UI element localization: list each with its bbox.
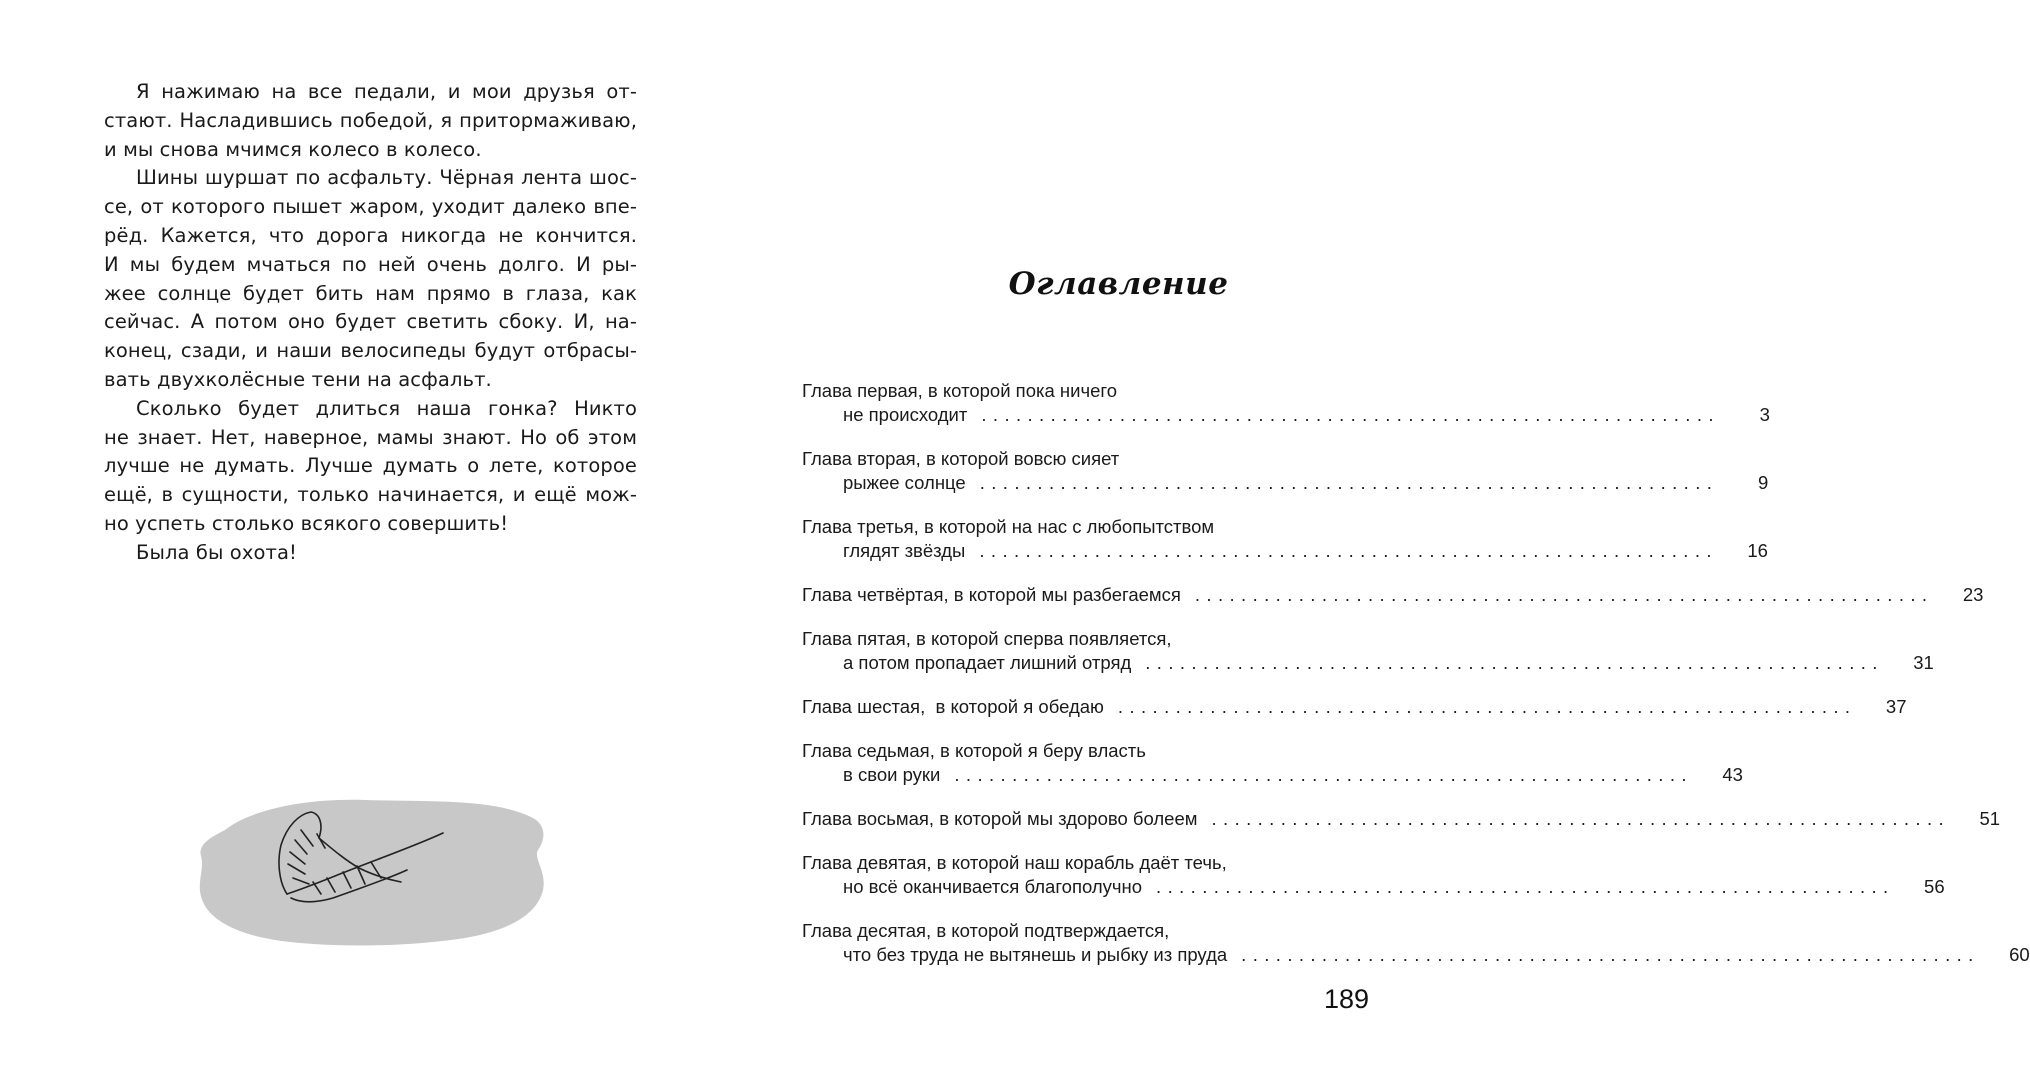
toc-entry-title: Глава пятая, в которой сперва появляется, <box>802 628 1172 649</box>
dot-leader: ................................................................ <box>981 404 1720 425</box>
toc-entry-title: Глава шестая, в которой я обедаю <box>802 696 1104 717</box>
toc-entry-title: Глава седьмая, в которой я беру власть <box>802 740 1146 761</box>
toc-entry-title-cont: что без труда не вытянешь и рыбку из пруда <box>843 944 1228 965</box>
toc-entry[interactable] <box>802 851 1945 899</box>
feather-illustration <box>195 790 555 950</box>
prose-line: но успеть столько всякого совершить! <box>104 511 509 535</box>
prose-line: вать двухколёсные тени на асфальт. <box>104 367 492 391</box>
page-number: 189 <box>1323 984 1369 1014</box>
dot-leader: ................................................................ <box>1156 876 1895 897</box>
toc-page-number: 31 <box>1913 652 1934 673</box>
toc-page-number: 23 <box>1962 584 1984 605</box>
dot-leader: ................................................................ <box>1117 696 1857 717</box>
toc-entry-title: Глава первая, в которой пока ничего <box>802 380 1118 401</box>
toc-entry[interactable] <box>802 627 1934 675</box>
toc-page-number: 43 <box>1722 764 1743 785</box>
toc-entry[interactable] <box>802 447 1769 495</box>
toc-page-number: 56 <box>1924 876 1945 897</box>
toc-entry[interactable] <box>802 379 1770 427</box>
toc-entry-title-cont: а потом пропадает лишний отряд <box>843 652 1132 673</box>
toc-page-number: 37 <box>1885 696 1907 717</box>
prose-line: лучше не думать. Лучше думать о лете, которое <box>104 454 637 478</box>
feather-on-grey-blot-icon <box>195 790 555 950</box>
toc-entry[interactable] <box>802 695 1907 719</box>
dot-leader: ................................................................ <box>954 764 1693 785</box>
toc-entry[interactable] <box>802 583 1984 607</box>
dot-leader: ................................................................ <box>979 472 1719 493</box>
prose-line: конец, сзади, и наши велосипеды будут отбрасы- <box>104 339 637 363</box>
prose-line: И мы будем мчаться по ней очень долго. И ры- <box>104 252 637 276</box>
toc-entry-title: Глава десятая, в которой подтверждается, <box>802 920 1170 941</box>
prose-line: Сколько будет длиться наша гонка? Никто <box>136 396 637 420</box>
prose-line: не знает. Нет, наверное, мамы знают. Но об этом <box>104 425 637 449</box>
prose-line: се, от которого пышет жаром, уходит далеко впе- <box>104 195 637 219</box>
left-page <box>0 0 720 1080</box>
prose-line: ещё, в сущности, только начинается, и ещё мож- <box>104 483 637 507</box>
toc-page-number: 51 <box>1979 808 2001 829</box>
prose-line: Была бы охота! <box>136 540 297 564</box>
toc-entry[interactable] <box>802 807 2001 831</box>
toc-entry[interactable] <box>802 739 1743 787</box>
toc-entry-title: Глава четвёртая, в которой мы разбегаемся <box>802 584 1181 605</box>
table-of-contents <box>802 379 2030 987</box>
prose-line: Я нажимаю на все педали, и мои друзья от- <box>136 80 637 103</box>
toc-entry-title: Глава вторая, в которой вовсю сияет <box>802 448 1120 469</box>
prose-line: сейчас. А потом оно будет светить сбоку. И, на- <box>104 310 637 334</box>
dot-leader: ................................................................ <box>1194 584 1934 605</box>
dot-leader: ................................................................ <box>1211 808 1951 829</box>
right-page <box>720 0 2030 1080</box>
toc-entry-title-cont: глядят звёзды <box>843 540 966 561</box>
toc-entry-title: Глава третья, в которой на нас с любопытством <box>802 516 1215 537</box>
toc-page-number: 3 <box>1759 404 1770 425</box>
toc-page-number: 60 <box>2009 944 2030 965</box>
prose-line: рёд. Кажется, что дорога никогда не кончится. <box>104 223 637 247</box>
toc-entry[interactable] <box>802 919 2030 967</box>
toc-entry-title-cont: не происходит <box>843 404 968 425</box>
prose-line: стают. Насладившись победой, я притормаживаю, <box>104 108 637 132</box>
prose-text <box>104 78 637 568</box>
toc-page-number: 9 <box>1757 472 1769 493</box>
prose-line: жее солнце будет бить нам прямо в глаза, как <box>104 281 637 305</box>
toc-entry-title: Глава девятая, в которой наш корабль даёт течь, <box>802 852 1227 873</box>
toc-entry-title-cont: в свои руки <box>843 764 941 785</box>
dot-leader: ................................................................ <box>1145 652 1884 673</box>
toc-entry-title-cont: рыжее солнце <box>843 472 966 493</box>
prose-line: и мы снова мчимся колесо в колесо. <box>104 137 482 161</box>
toc-entry-title-cont: но всё оканчивается благополучно <box>843 876 1143 897</box>
toc-entry[interactable] <box>802 515 1768 563</box>
toc-page-number: 16 <box>1747 540 1768 561</box>
toc-entry-title: Глава восьмая, в которой мы здорово болеем <box>802 808 1198 829</box>
dot-leader: ................................................................ <box>979 540 1718 561</box>
toc-title: Оглавление <box>1008 266 1229 302</box>
dot-leader: ................................................................ <box>1241 944 1980 965</box>
prose-line: Шины шуршат по асфальту. Чёрная лента шос- <box>136 166 637 190</box>
